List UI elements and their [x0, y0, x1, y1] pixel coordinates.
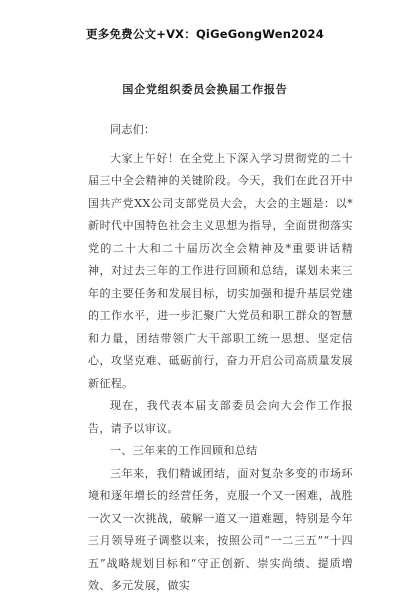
paragraph-report-intro: 现在，我代表本届支部委员会向大会作工作报告，请予以审议。 — [88, 399, 353, 435]
document-body — [88, 119, 353, 598]
document-title: 国企党组织委员会换届工作报告 — [122, 83, 288, 96]
watermark-header: 更多免费公文+VX：QiGeGongWen2024 — [86, 27, 324, 41]
section-paragraph: 三年来，我们精诚团结，面对复杂多变的市场环境和逐年增长的经营任务，克服一个又一困难，战胜一次又一次挑战，破解一道又一道难题，特别是今年三月领导班子调整以来，按照公司“一二三五”“十四五”战略规划目标和“守正创新、崇实尚绩、提质增效、多元发展，做实 — [88, 466, 353, 592]
salutation: 同志们： — [110, 123, 156, 136]
section-heading: 一、三年来的工作回顾和总结 — [110, 444, 258, 457]
paragraph-opening: 大家上午好！在全党上下深入学习贯彻党的二十届三中全会精神的关键阶段。今天，我们在此召开中国共产党XX公司支部党员大会，大会的主题是：以*新时代中国特色社会主义思想为指导，全面贯彻落实党的二十大和二十届历次全会精神及*重要讲话精神，对过去三年的工作进行回顾和总结，谋划未来三年的主要任务和发展目标，切实加强和提升基层党建的工作水平，进一步汇聚广大党员和职工群众的智慧和力量，团结带领广大干部职工统一思想、坚定信心，攻坚克难、砥砺前行，奋力开启公司高质量发展新征程。 — [88, 151, 353, 390]
